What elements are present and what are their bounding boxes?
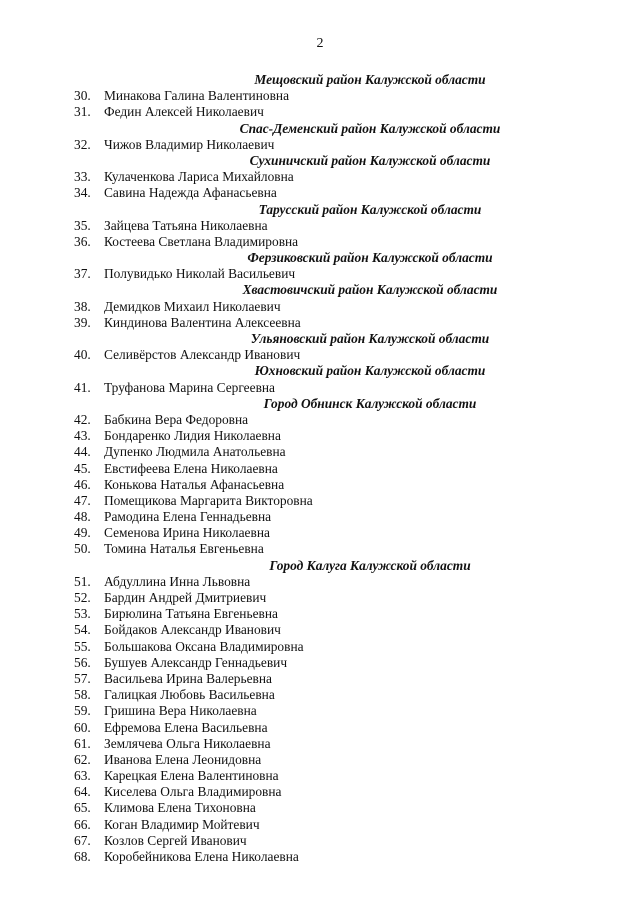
- list-item: [0, 817, 640, 833]
- person-name: Бардин Андрей Дмитриевич: [104, 590, 267, 605]
- person-name: Федин Алексей Николаевич: [104, 104, 264, 120]
- list-item: [0, 509, 640, 525]
- list-item: [0, 169, 640, 185]
- list-item: [0, 800, 640, 816]
- item-number: 32.: [74, 136, 91, 152]
- list-item: [0, 720, 640, 736]
- list-item: [0, 412, 640, 428]
- list-item: [0, 299, 640, 315]
- item-number: 49.: [74, 525, 91, 541]
- list-item: [0, 606, 640, 622]
- list-item: [0, 380, 640, 396]
- list-item: [0, 768, 640, 784]
- person-name: Томина Наталья Евгеньевна: [104, 541, 264, 557]
- item-number: 61.: [74, 735, 91, 751]
- item-number: 45.: [74, 460, 91, 476]
- section-heading: Город Обнинск Калужской области: [263, 395, 477, 411]
- person-name: Васильева Ирина Валерьевна: [104, 670, 272, 686]
- person-name: Зайцева Татьяна Николаевна: [104, 217, 268, 233]
- item-number: 58.: [74, 687, 91, 703]
- person-name: Полувидько Николай Васильевич: [104, 266, 296, 282]
- name-list: [0, 72, 640, 865]
- person-name: Рамодина Елена Геннадьевна: [104, 509, 272, 525]
- item-number: 52.: [74, 590, 91, 605]
- list-item: [0, 461, 640, 477]
- person-name: Евстифеева Елена Николаевна: [104, 460, 278, 476]
- person-name: Кулаченкова Лариса Михайловна: [104, 169, 294, 185]
- list-item: [0, 703, 640, 719]
- item-number: 48.: [74, 509, 91, 525]
- list-item: [0, 477, 640, 493]
- item-number: 44.: [74, 444, 91, 460]
- person-name: Бабкина Вера Федоровна: [104, 411, 249, 427]
- list-item: [0, 655, 640, 671]
- section-heading: Ульяновский район Калужской области: [250, 331, 490, 346]
- person-name: Гришина Вера Николаевна: [104, 703, 257, 719]
- item-number: 64.: [74, 784, 91, 800]
- item-number: 51.: [74, 573, 91, 589]
- item-number: 43.: [74, 428, 91, 444]
- person-name: Большакова Оксана Владимировна: [104, 638, 304, 654]
- list-item: [0, 104, 640, 120]
- list-item: [0, 185, 640, 201]
- list-item: [0, 541, 640, 557]
- page-number: 2: [316, 36, 324, 51]
- person-name: Киндинова Валентина Алексеевна: [104, 314, 301, 330]
- list-item: [0, 736, 640, 752]
- item-number: 55.: [74, 638, 91, 654]
- section-heading: Мещовский район Калужской области: [254, 72, 486, 87]
- list-item: [0, 752, 640, 768]
- person-name: Демидков Михаил Николаевич: [104, 298, 281, 314]
- person-name: Климова Елена Тихоновна: [104, 800, 256, 816]
- list-item: [0, 784, 640, 800]
- person-name: Чижов Владимир Николаевич: [104, 136, 275, 152]
- item-number: 47.: [74, 492, 91, 508]
- person-name: Селивёрстов Александр Иванович: [104, 347, 301, 363]
- person-name: Минакова Галина Валентиновна: [104, 88, 290, 104]
- section-heading: Сухиничский район Калужской области: [249, 152, 491, 168]
- item-number: 62.: [74, 751, 91, 767]
- item-number: 66.: [74, 816, 91, 832]
- section-heading: Город Калуга Калужской области: [269, 557, 471, 573]
- item-number: 31.: [74, 104, 91, 120]
- list-item: [0, 590, 640, 606]
- person-name: Дупенко Людмила Анатольевна: [104, 444, 286, 460]
- list-item: [0, 833, 640, 849]
- item-number: 50.: [74, 541, 91, 557]
- list-item: [0, 428, 640, 444]
- person-name: Семенова Ирина Николаевна: [104, 525, 270, 541]
- person-name: Козлов Сергей Иванович: [104, 832, 247, 848]
- section-heading: Ферзиковский район Калужской области: [247, 250, 493, 266]
- list-item: [0, 574, 640, 590]
- item-number: 54.: [74, 622, 91, 638]
- section-heading: Спас-Деменский район Калужской области: [239, 120, 501, 136]
- item-number: 67.: [74, 832, 91, 848]
- item-number: 59.: [74, 703, 91, 719]
- item-number: 57.: [74, 670, 91, 686]
- item-number: 41.: [74, 379, 91, 395]
- item-number: 60.: [74, 719, 91, 735]
- list-item: [0, 88, 640, 104]
- person-name: Конькова Наталья Афанасьевна: [104, 476, 285, 492]
- item-number: 42.: [74, 411, 91, 427]
- item-number: 53.: [74, 606, 91, 622]
- section-heading: Тарусский район Калужской области: [258, 201, 482, 217]
- list-item: [0, 671, 640, 687]
- section-heading: Хвастовичский район Калужской области: [242, 282, 498, 298]
- person-name: Абдуллина Инна Львовна: [104, 573, 251, 589]
- list-item: [0, 234, 640, 250]
- item-number: 33.: [74, 169, 91, 185]
- person-name: Савина Надежда Афанасьевна: [104, 185, 277, 201]
- list-item: [0, 444, 640, 460]
- person-name: Иванова Елена Леонидовна: [104, 751, 262, 767]
- list-item: [0, 639, 640, 655]
- person-name: Труфанова Марина Сергеевна: [104, 379, 276, 395]
- list-item: [0, 525, 640, 541]
- item-number: 68.: [74, 849, 91, 864]
- item-number: 40.: [74, 347, 91, 363]
- section-heading: Юхновский район Калужской области: [254, 363, 486, 379]
- item-number: 56.: [74, 654, 91, 670]
- item-number: 37.: [74, 266, 91, 282]
- person-name: Коган Владимир Мойтевич: [104, 816, 260, 832]
- person-name: Бойдаков Александр Иванович: [104, 622, 281, 638]
- item-number: 35.: [74, 217, 91, 233]
- list-item: [0, 687, 640, 703]
- list-item: [0, 493, 640, 509]
- list-item: [0, 137, 640, 153]
- person-name: Ефремова Елена Васильевна: [104, 719, 268, 735]
- item-number: 30.: [74, 88, 91, 104]
- person-name: Коробейникова Елена Николаевна: [104, 849, 299, 864]
- item-number: 36.: [74, 233, 91, 249]
- person-name: Бондаренко Лидия Николаевна: [104, 428, 281, 444]
- item-number: 63.: [74, 768, 91, 784]
- list-item: [0, 315, 640, 331]
- item-number: 39.: [74, 314, 91, 330]
- person-name: Бирюлина Татьяна Евгеньевна: [104, 606, 278, 622]
- item-number: 34.: [74, 185, 91, 201]
- list-item: [0, 218, 640, 234]
- person-name: Бушуев Александр Геннадьевич: [104, 654, 288, 670]
- person-name: Костеева Светлана Владимировна: [104, 233, 299, 249]
- list-item: [0, 622, 640, 638]
- person-name: Помещикова Маргарита Викторовна: [104, 492, 313, 508]
- person-name: Киселева Ольга Владимировна: [104, 784, 282, 800]
- item-number: 46.: [74, 476, 91, 492]
- person-name: Землячева Ольга Николаевна: [104, 735, 271, 751]
- item-number: 65.: [74, 800, 91, 816]
- item-number: 38.: [74, 298, 91, 314]
- list-item: [0, 266, 640, 282]
- list-item: [0, 849, 640, 865]
- person-name: Карецкая Елена Валентиновна: [104, 768, 279, 784]
- person-name: Галицкая Любовь Васильевна: [104, 687, 275, 703]
- list-item: [0, 347, 640, 363]
